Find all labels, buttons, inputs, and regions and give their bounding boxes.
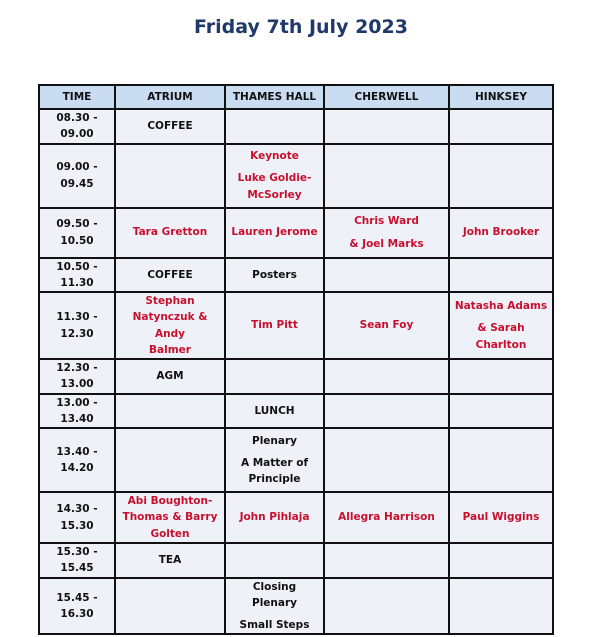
time-start: 13.40 - <box>56 445 98 458</box>
hinksey-cell <box>449 492 553 543</box>
time-cell <box>39 543 115 578</box>
table-row <box>39 543 553 578</box>
speaker-name: Luke Goldie- <box>237 172 312 185</box>
table-row <box>39 578 553 635</box>
time-end: 09.00 <box>60 128 94 141</box>
cherwell-cell <box>324 428 449 492</box>
cherwell-cell <box>324 109 449 144</box>
session-title: Principle <box>248 473 301 486</box>
time-end: 16.30 <box>60 607 94 620</box>
time-cell <box>39 492 115 543</box>
time-cell <box>39 144 115 208</box>
time-cell <box>39 359 115 394</box>
time-end: 15.45 <box>60 562 94 575</box>
speaker-name: Tara Gretton <box>132 226 208 239</box>
session-title: A Matter of <box>240 457 309 470</box>
session-text: COFFEE <box>147 268 193 281</box>
speaker-name: Lauren Jerome <box>231 226 318 239</box>
time-start: 14.30 - <box>56 503 98 516</box>
header-row <box>39 85 553 109</box>
table-row <box>39 144 553 208</box>
time-end: 10.50 <box>60 234 94 247</box>
time-end: 11.30 <box>60 276 94 289</box>
time-end: 15.30 <box>60 519 94 532</box>
hinksey-cell <box>449 208 553 258</box>
time-cell <box>39 428 115 492</box>
speaker-name: & Joel Marks <box>349 237 424 250</box>
cherwell-cell <box>324 543 449 578</box>
time-cell <box>39 578 115 635</box>
atrium-cell <box>115 543 225 578</box>
time-start: 09.00 - <box>56 161 98 174</box>
hinksey-cell <box>449 144 553 208</box>
speaker-name: Natynczuk & Andy <box>132 311 208 340</box>
speaker-name: Balmer <box>149 343 191 356</box>
table-row <box>39 359 553 394</box>
time-end: 13.40 <box>60 412 94 425</box>
speaker-name: John Brooker <box>462 226 540 239</box>
hinksey-cell <box>449 359 553 394</box>
speaker-name: Sean Foy <box>359 319 414 332</box>
atrium-cell <box>115 578 225 635</box>
thames-hall-cell <box>225 144 324 208</box>
page-title: Friday 7th July 2023 <box>194 16 408 38</box>
session-label: Keynote <box>250 150 299 163</box>
time-end: 12.30 <box>60 327 94 340</box>
atrium-cell <box>115 492 225 543</box>
cherwell-cell <box>324 208 449 258</box>
table-row <box>39 292 553 359</box>
time-start: 12.30 - <box>56 362 98 375</box>
session-label: Closing Plenary <box>252 580 297 609</box>
time-start: 13.00 - <box>56 396 98 409</box>
hinksey-cell <box>449 428 553 492</box>
thames-hall-cell <box>225 208 324 258</box>
session-text: AGM <box>156 370 184 383</box>
header-time: TIME <box>39 85 115 109</box>
time-start: 08.30 - <box>56 112 98 124</box>
time-cell <box>39 292 115 359</box>
hinksey-cell <box>449 109 553 144</box>
cherwell-cell <box>324 292 449 359</box>
atrium-cell <box>115 109 225 144</box>
time-end: 09.45 <box>60 177 94 190</box>
time-cell <box>39 258 115 293</box>
speaker-name: Tim Pitt <box>251 319 298 332</box>
hinksey-cell <box>449 394 553 429</box>
time-cell <box>39 109 115 144</box>
speaker-name: McSorley <box>247 188 302 201</box>
speaker-name: Natasha Adams <box>454 300 548 313</box>
atrium-cell <box>115 359 225 394</box>
hinksey-cell <box>449 292 553 359</box>
hinksey-cell <box>449 258 553 293</box>
cherwell-cell <box>324 258 449 293</box>
speaker-name: Chris Ward <box>354 215 419 228</box>
time-end: 13.00 <box>60 378 94 391</box>
thames-hall-cell <box>225 578 324 635</box>
time-cell <box>39 208 115 258</box>
cherwell-cell <box>324 144 449 208</box>
atrium-cell <box>115 208 225 258</box>
time-start: 15.30 - <box>56 545 98 558</box>
speaker-name: & Sarah <box>477 322 525 335</box>
cherwell-cell <box>324 359 449 394</box>
time-start: 11.30 - <box>56 311 98 324</box>
cherwell-cell <box>324 492 449 543</box>
atrium-cell <box>115 144 225 208</box>
thames-hall-cell <box>225 359 324 394</box>
table-row <box>39 258 553 293</box>
thames-hall-cell <box>225 428 324 492</box>
speaker-name: Golten <box>150 527 190 540</box>
session-text: COFFEE <box>147 120 193 133</box>
thames-hall-cell <box>225 258 324 293</box>
session-text: Posters <box>252 268 297 281</box>
session-text: TEA <box>158 554 182 567</box>
header-thames-hall: THAMES HALL <box>225 85 324 109</box>
speaker-name: Paul Wiggins <box>462 511 540 524</box>
atrium-cell <box>115 428 225 492</box>
thames-hall-cell <box>225 394 324 429</box>
cherwell-cell <box>324 578 449 635</box>
thames-hall-cell <box>225 492 324 543</box>
table-row <box>39 428 553 492</box>
speaker-name: Allegra Harrison <box>338 511 435 524</box>
time-start: 15.45 - <box>56 591 98 604</box>
speaker-name: Charlton <box>475 338 527 351</box>
hinksey-cell <box>449 543 553 578</box>
header-hinksey: HINKSEY <box>449 85 553 109</box>
time-start: 09.50 - <box>56 218 98 231</box>
speaker-name: Abi Boughton- <box>127 495 213 508</box>
header-cherwell: CHERWELL <box>324 85 449 109</box>
time-end: 14.20 <box>60 462 94 475</box>
hinksey-cell <box>449 578 553 635</box>
atrium-cell <box>115 258 225 293</box>
cherwell-cell <box>324 394 449 429</box>
schedule-table <box>38 84 554 635</box>
table-row <box>39 394 553 429</box>
atrium-cell <box>115 292 225 359</box>
atrium-cell <box>115 394 225 429</box>
thames-hall-cell <box>225 543 324 578</box>
thames-hall-cell <box>225 109 324 144</box>
session-label: Plenary <box>252 434 297 447</box>
table-row <box>39 208 553 258</box>
session-title: Small Steps <box>239 619 310 632</box>
speaker-name: John Pihlaja <box>239 511 310 524</box>
table-row <box>39 109 553 144</box>
header-atrium: ATRIUM <box>115 85 225 109</box>
session-text: LUNCH <box>254 404 295 417</box>
time-cell <box>39 394 115 429</box>
speaker-name: Thomas & Barry <box>122 511 218 524</box>
speaker-name: Stephan <box>145 295 195 308</box>
time-start: 10.50 - <box>56 260 98 273</box>
thames-hall-cell <box>225 292 324 359</box>
table-row <box>39 492 553 543</box>
